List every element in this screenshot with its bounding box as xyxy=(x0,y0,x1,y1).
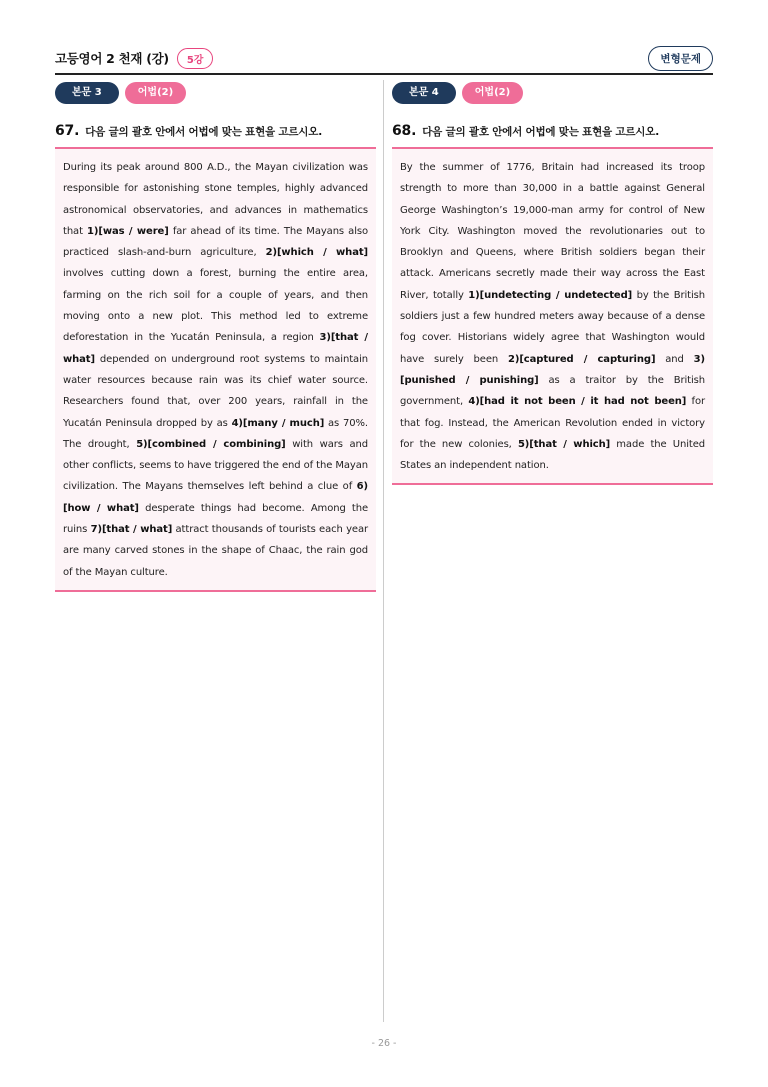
topic-tag: 어법(2) xyxy=(462,82,523,104)
passage-text xyxy=(63,157,368,583)
passage-run: for that fog. Instead, the American Revolution ended in victory for the new colonies, xyxy=(400,396,705,450)
left-tags xyxy=(55,82,376,104)
passage-run: involves cutting down a forest, burning the entire area, farming on the rich soil for a couple of years, and then moving onto a new plot. This method led to extreme deforestation in the Yucatán Peninsula, a region xyxy=(63,268,368,344)
column-divider xyxy=(383,80,384,1022)
choice-bracket: 1)[was / were] xyxy=(87,225,169,237)
question-type-badge: 변형문제 xyxy=(648,46,713,71)
choice-bracket: 3)[that / what] xyxy=(63,332,368,365)
choice-bracket: 1)[undetecting / undetected] xyxy=(468,289,633,301)
choice-bracket: 2)[which / what] xyxy=(265,247,368,259)
passage-run: made the United States an independent nation. xyxy=(400,438,706,472)
choice-bracket: 6)[how / what] xyxy=(63,481,368,514)
passage-box xyxy=(392,147,713,485)
question-number: 68. xyxy=(392,123,417,139)
choice-bracket: 3)[punished / punishing] xyxy=(400,353,705,386)
choice-bracket: 7)[that / what] xyxy=(90,524,173,536)
lesson-badge: 5강 xyxy=(177,48,214,69)
choice-bracket: 4)[had it not been / it had not been] xyxy=(468,396,687,408)
passage-run: desperate things had become. Among the ruins xyxy=(63,502,369,536)
question-text: 다음 글의 괄호 안에서 어법에 맞는 표현을 고르시오. xyxy=(85,126,322,138)
question-heading xyxy=(55,123,376,139)
choice-bracket: 5)[that / which] xyxy=(517,438,611,450)
passage-run: by the British soldiers just a few hundred meters away because of a dense fog cover. Historians widely agree that Washington would have surely been xyxy=(400,289,705,365)
passage-text xyxy=(400,157,705,476)
passage-run: depended on underground root systems to maintain water resources because rain was its chief water source. Researchers found that, over 200 years, rainfall in the Yucatán Peninsula dropped by as xyxy=(63,353,368,429)
passage-run: By the summer of 1776, Britain had increased its troop strength to more than 30,000 in a battle against General George Washington’s 19,000-man army for control of New York City. Washington moved the revolutionaries out to Brooklyn and Queens, where British soldiers began their attack. Americans secretly made their way across the East River, totally xyxy=(400,162,705,301)
choice-bracket: 5)[combined / combining] xyxy=(136,438,286,450)
question-text: 다음 글의 괄호 안에서 어법에 맞는 표현을 고르시오. xyxy=(422,126,659,138)
section-tag: 본문 4 xyxy=(392,82,456,104)
page-header xyxy=(55,44,713,72)
passage-run: as 70%. The drought, xyxy=(63,417,368,450)
passage-run: and xyxy=(655,353,694,365)
choice-bracket: 2)[captured / capturing] xyxy=(508,353,656,365)
passage-run: attract thousands of tourists each year are many carved stones in the shape of Chaac, the rain god of the Mayan culture. xyxy=(63,524,368,578)
book-title: 고등영어 2 천재 (강) xyxy=(55,51,169,66)
header-divider xyxy=(55,73,713,75)
passage-run: with wars and other conflicts, seems to have triggered the end of the Mayan civilization. The Mayans themselves left behind a clue of xyxy=(63,438,368,493)
page-number: - 26 - xyxy=(371,1038,397,1049)
passage-run: During its peak around 800 A.D., the Mayan civilization was responsible for astonishing stone temples, highly advanced astronomical observatories, and advances in mathematics that xyxy=(63,162,368,237)
topic-tag: 어법(2) xyxy=(125,82,186,104)
passage-box xyxy=(55,147,376,592)
question-number: 67. xyxy=(55,123,80,139)
section-tag: 본문 3 xyxy=(55,82,119,104)
right-tags xyxy=(392,82,713,104)
question-heading xyxy=(392,123,713,139)
choice-bracket: 4)[many / much] xyxy=(231,417,325,429)
passage-run: as a traitor by the British government, xyxy=(400,374,705,408)
right-column xyxy=(392,82,713,485)
left-column xyxy=(55,82,376,592)
passage-run: far ahead of its time. The Mayans also practiced slash-and-burn agriculture, xyxy=(63,225,369,259)
